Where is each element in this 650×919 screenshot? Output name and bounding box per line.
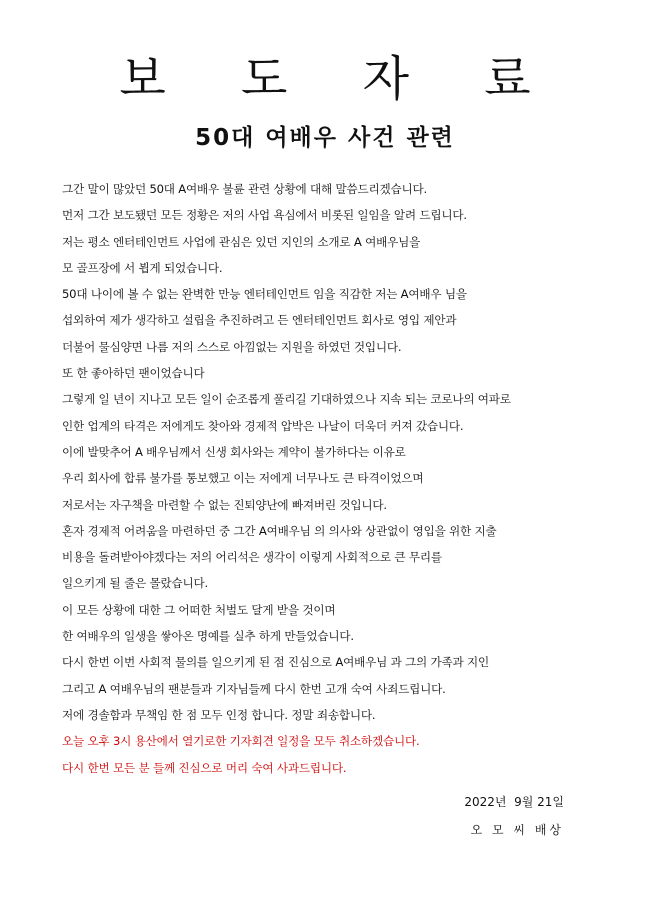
statement-line: 비용을 돌려받아야겠다는 저의 어리석은 생각이 이렇게 사회적으로 큰 무리를 <box>62 550 442 565</box>
statement-line: 이 모든 상황에 대한 그 어떠한 처벌도 달게 받을 것이며 <box>62 602 336 617</box>
statement-line: 모 골프장에 서 뵙게 되었습니다. <box>62 260 223 275</box>
statement-line: 더불어 물심양면 나름 저의 스스로 아낌없는 지원을 하였던 것입니다. <box>62 339 402 354</box>
statement-line: 오늘 오후 3시 용산에서 열기로한 기자회견 일정을 모두 취소하겠습니다. <box>62 734 420 749</box>
statement-line: 인한 업계의 타격은 저에게도 찾아와 경제적 압박은 나날이 더욱더 커져 갔습니다. <box>62 418 464 433</box>
statement-line: 그렇게 일 년이 지나고 모든 일이 순조롭게 풀리길 기대하였으나 지속 되는 코로나의 여파로 <box>62 392 511 407</box>
statement-line: 저는 평소 엔터테인먼트 사업에 관심은 있던 지인의 소개로 A 여배우님을 <box>62 234 421 249</box>
statement-line: 또 한 좋아하던 팬이었습니다 <box>62 366 205 381</box>
statement-line: 50대 나이에 볼 수 없는 완벽한 만능 엔터테인먼트 임을 직감한 저는 A여배우 님을 <box>62 287 467 302</box>
statement-line: 우리 회사에 합류 불가를 통보했고 이는 저에게 너무나도 큰 타격이었으며 <box>62 471 424 486</box>
statement-line: 일으키게 될 줄은 몰랐습니다. <box>62 576 208 591</box>
statement-line: 그간 말이 많았던 50대 A여배우 불륜 관련 상황에 대해 말씀드리겠습니다. <box>62 182 427 196</box>
statement-line: 섭외하여 제가 생각하고 설립을 추진하려고 든 엔터테인먼트 회사로 영입 제안과 <box>62 313 457 328</box>
statement-line: 다시 한번 모든 분 들께 진심으로 머리 숙여 사과드립니다. <box>62 760 347 775</box>
statement-line: 먼저 그간 보도됐던 모든 정황은 저의 사업 욕심에서 비롯된 일임을 알려 드립니다. <box>62 208 467 223</box>
statement-line: 저로서는 자구책을 마련할 수 없는 진퇴양난에 빠져버린 것입니다. <box>62 497 387 512</box>
release-date: 2022년 9월 21일 <box>464 795 564 809</box>
statement-line: 한 여배우의 일생을 쌓아온 명예를 실추 하게 만들었습니다. <box>62 629 354 644</box>
page-subtitle: 50대 여배우 사건 관련 <box>195 125 455 151</box>
statement-body <box>62 176 622 781</box>
statement-line: 저에 경솔함과 무책임 한 점 모두 인정 합니다. 정말 죄송합니다. <box>62 707 376 722</box>
statement-line: 혼자 경제적 어려움을 마련하던 중 그간 A여배우님 의 의사와 상관없이 영입을 위한 지출 <box>62 523 497 538</box>
statement-line: 이에 발맞추어 A 배우님께서 신생 회사와는 계약이 불가하다는 이유로 <box>62 444 406 459</box>
page-title: 보 도 자 료 <box>119 51 561 107</box>
signer-name: 오 모 씨 배상 <box>470 823 564 837</box>
statement-line: 다시 한번 이번 사회적 물의를 일으키게 된 점 진심으로 A여배우님 과 그의 가족과 지인 <box>62 655 490 670</box>
statement-line: 그리고 A 여배우님의 팬분들과 기자님들께 다시 한번 고개 숙여 사죄드립니다. <box>62 681 446 696</box>
